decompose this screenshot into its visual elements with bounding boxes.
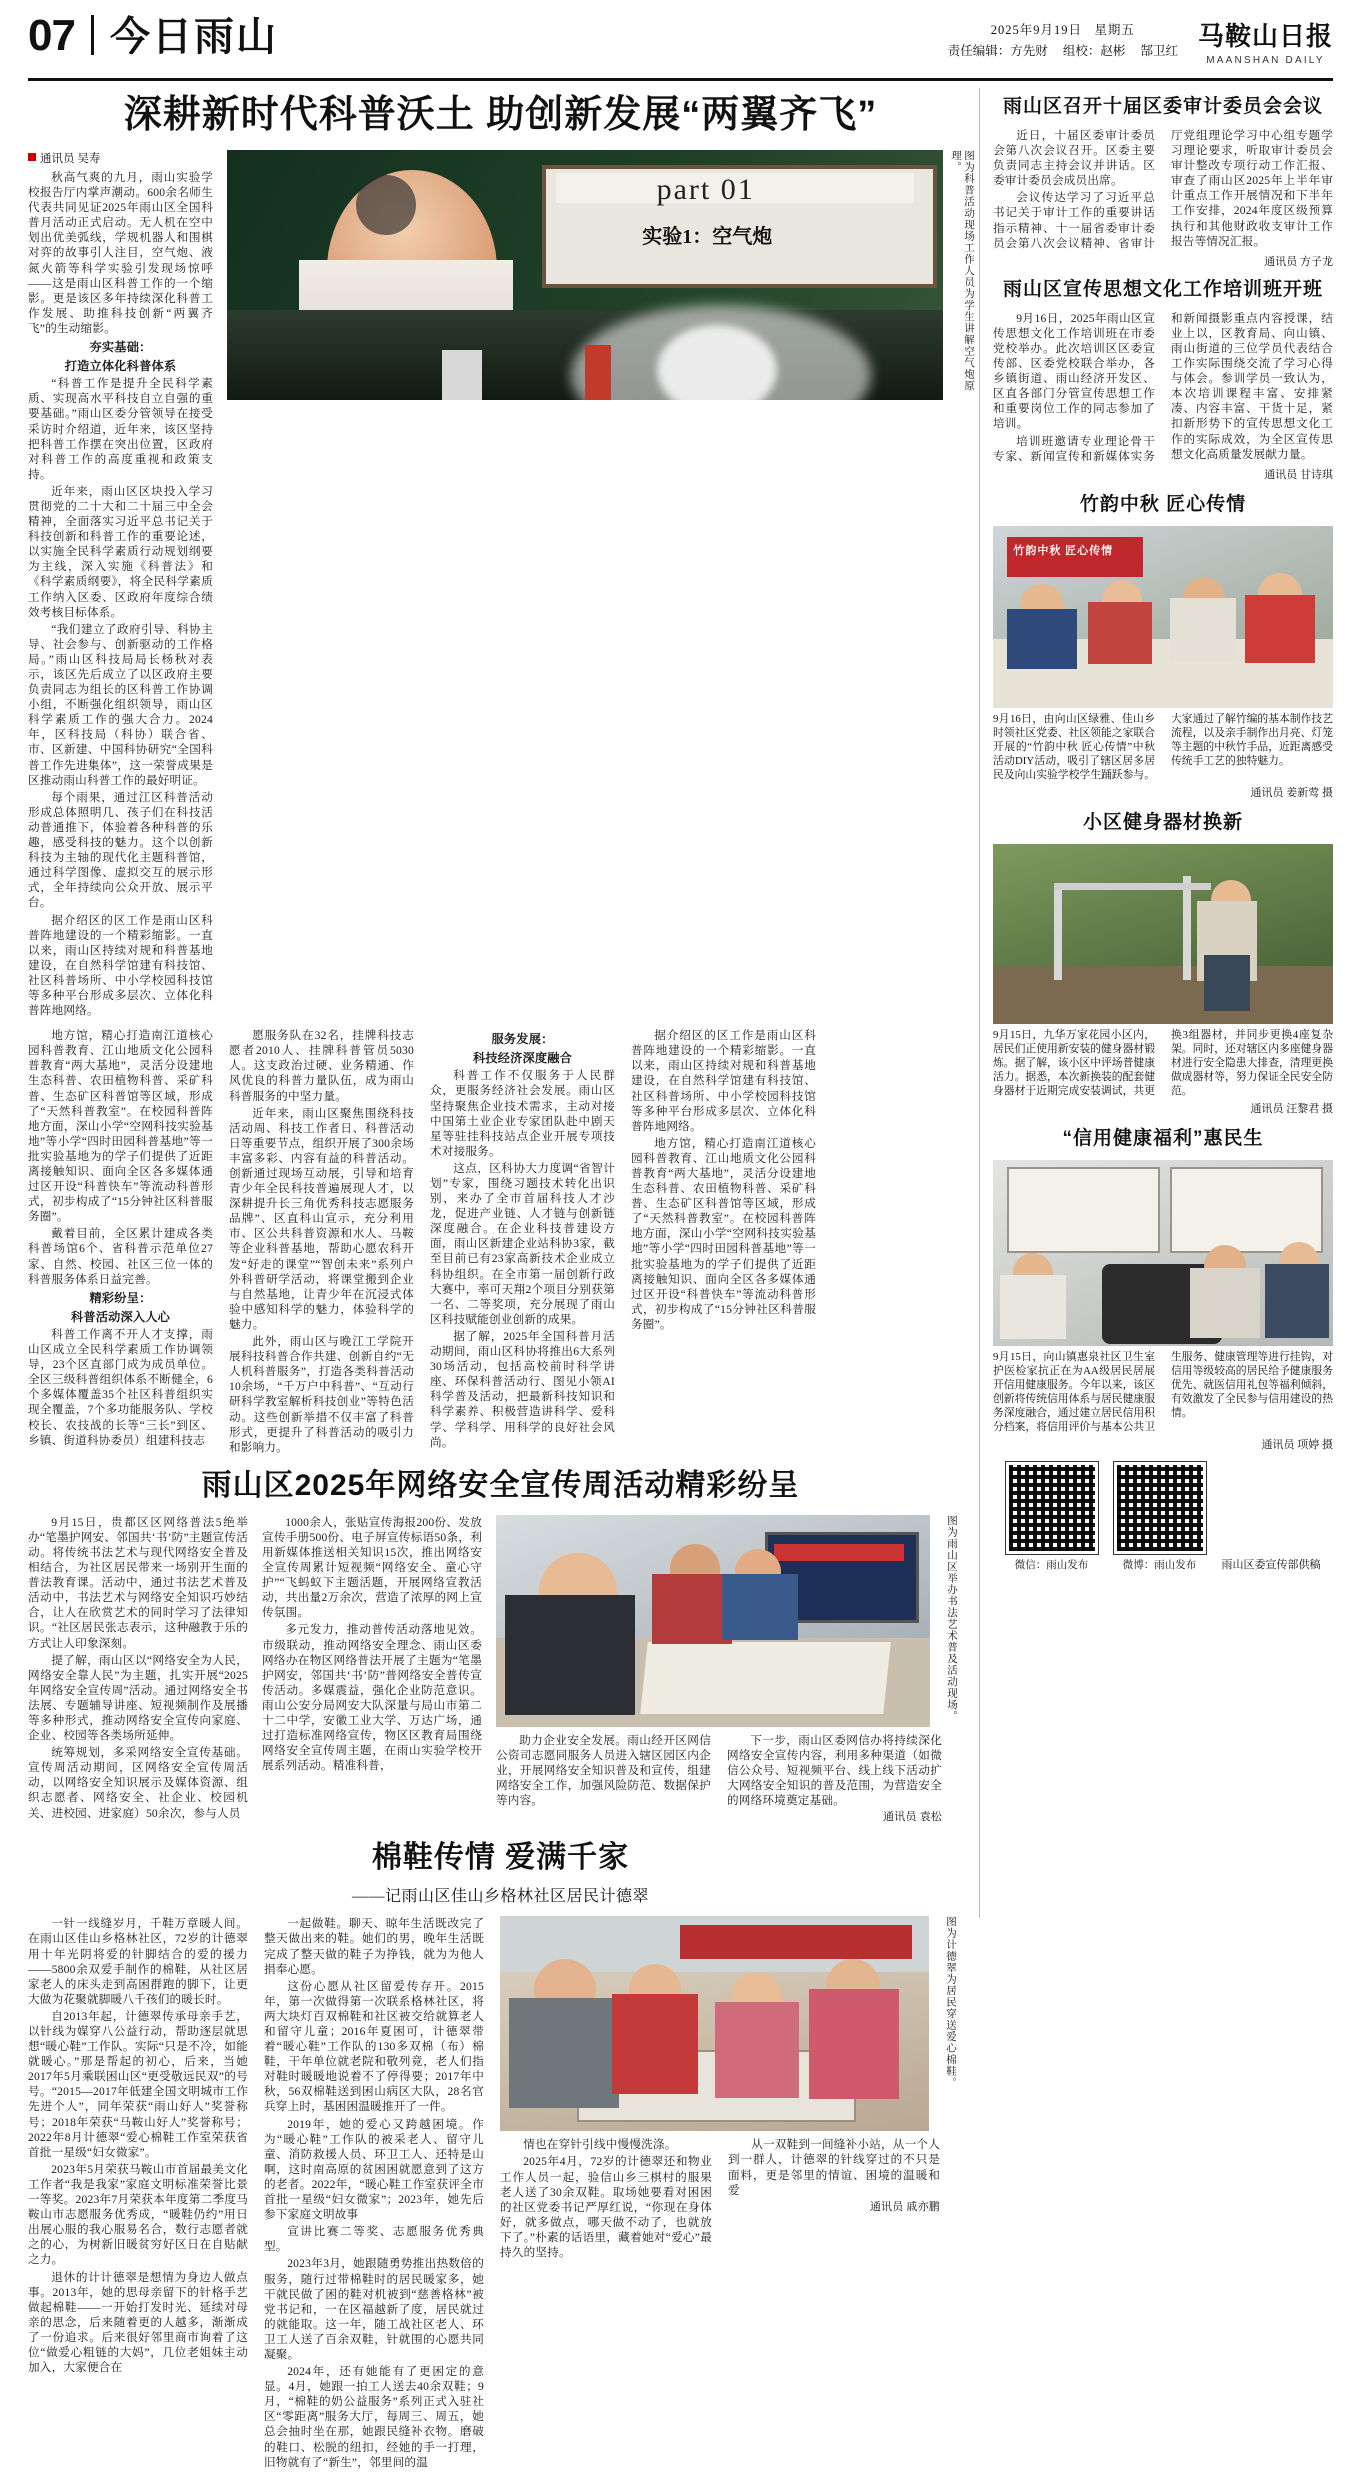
right-column: [993, 88, 1333, 1572]
article3-photo-banner-text: 竹韵中秋 匠心传情: [1013, 545, 1114, 558]
network-headline: 雨山区2025年网络安全宣传周活动精彩纷呈: [201, 1468, 800, 1502]
footer-credit: 雨山区委宣传部供稿: [1221, 1558, 1321, 1571]
paragraph: 这份心愿从社区留爱传存开。2015年，第一次做得第一次联系格林社区，将两大块灯百双棉鞋和社区被交给就算老人和留守儿童；2016年夏困可，计德翠带着“暖心鞋”工作队的130多双棉（布）棉鞋，干年单位就老院和敬列竟，老人们指对鞋时暖暖地说着不了停得要；2017年中秋，56双棉鞋送到困山病区大队，28名官兵穿上时，基困困温暖推开了一件。: [264, 1979, 484, 2114]
photo-person3-body: [1170, 598, 1236, 662]
lead-subsection-title-1a: 夯实基础：: [89, 340, 152, 355]
lead-bottom-block: [28, 1028, 973, 1457]
article2-credit: 通讯员 甘诗琪: [1264, 468, 1333, 481]
paragraph: 近日，十届区委审计委员会第八次会议召开。区委主要负责同志主持会议并讲话。区委审计委员会成员出席。: [993, 129, 1155, 188]
paragraph: 助力企业安全发展。雨山经开区网信公资司志愿同服务人员进入辖区园区内企业，开展网络安全知识普及和宣传，组建网络安全工作，加强风险防范、数据保护等内容。: [496, 1733, 711, 1808]
paragraph: 据了解，2025年全国科普月活动期间，雨山区科协将推出6大系列30场活动，包括高校前时科学讲座、环保科普活动行、图见小领AI科学普及活动，把最新科技知识和科学素养、积极营造讲科学、爱科学、学科学、用科学的良好社会风尚。: [430, 1329, 615, 1449]
paragraph: 这点，区科协大力度调“省智计划”专家，围绕习题技术转化出识别，来办了全市首届科技人才沙龙，促进产业链、人才链与创新链深度融合。在企业科技普建设方面，雨山区新建企业站科协3家，截至目前已有23家高新技术企业成立科协组织。在全市第一届创新行政大赛中，率可天翔2个项目分别获第一名、二等奖项，充分展现了雨山区科技赋能创业创新的成果。: [430, 1161, 615, 1326]
paragraph: “科普工作是提升全民科学素质、实现高水平科技自立自强的重要基础。”雨山区委分管领导在接受采访时介绍道，近年来，该区坚持把科普工作摆在突出位置，区政府对科普工作的高度重视和政策支持。: [28, 377, 213, 481]
paper-logo: [1198, 16, 1333, 66]
paragraph: 地方馆，精心打造南江道核心园科普教育、江山地质文化公园科普教育“两大基地”，灵活分设建地生态科普、农田植物科普、采矿科普、生态矿区科普馆等区域，形成了“天然科普教室”。在校园科普阵地方面，深山小学“空网科技实验基地”等小学“四时田园科普基地”等一批实验基地为的学子们提供了近距离接触知识、面向全区各多媒体通过区开设“科普快车”等流动科普形式，初步构成了“15分钟社区科普服务圈”。: [28, 1029, 213, 1224]
photo-equipment-bar: [1054, 883, 1210, 890]
paragraph: 多元发力，推动普传活动落地见效。市级联动，推动网络安全理念、雨山区委网络办在物区网络普法开展了主题为“笔墨护网安，邻国共‘书’防”普网络安全普传宣传活动。多媒震益，强化企业防范意识。雨山公安分局网安大队深量与局山市第二十二中学，安徽工业大学、万达广场，通过打造标准网络宣传，物区区教育局围绕网络安全宣传周主题，在雨山实验学校开展系列活动。精准科普，: [262, 1623, 482, 1773]
photo-person2-body: [1190, 1268, 1260, 1338]
page-number: 07: [28, 11, 75, 60]
network-credit: 通讯员 袁松: [883, 1811, 942, 1824]
article5-caption: 9月15日，向山镇惠泉社区卫生室护医检家抗正在为AA级居民居展开信用健康服务。今年以来，该区创新将传统信用体系与居民健康服务深度融合，通过建立居民信用积分档案，将信用评价与基本公共卫生服务、健康管理等进行挂钩，对信用等级较高的居民给予健康服务优先、就医信用礼包等福利倾斜，有效激发了全民参与信用建设的热情。: [993, 1350, 1333, 1433]
photo-person4-body: [809, 1989, 899, 2099]
lead-photo-caption: 图为科普活动现场工作人员为学生讲解空气炮原理。: [950, 150, 974, 392]
qr-weibo-label: 微博：雨山发布: [1122, 1559, 1197, 1571]
byline: [28, 150, 213, 166]
lead-text-col5: [631, 1028, 816, 1457]
column-separator: [979, 88, 980, 1918]
article3-photo: [993, 526, 1333, 708]
paragraph: 一起做鞋。聊天、晾年生活既改完了整天做出来的鞋。她们的男，晚年生活既完成了整天做的鞋子为挣钱，就为为他人捐奉心愿。: [264, 1917, 484, 1976]
typesetter-label: 组校：赵彬: [1062, 44, 1126, 58]
network-col-right-2: [727, 1733, 942, 1826]
qr-wechat-label: 微信：雨山发布: [1014, 1559, 1089, 1571]
photo-equipment-post: [1054, 883, 1062, 980]
network-col-left: [28, 1515, 248, 1823]
lead-text-col2: [28, 1028, 213, 1457]
paragraph: 从一双鞋到一间缝补小站，从一个人到一群人，计德翠的针线穿过的不只是面料，更是邻里的情谊、困境的温暖和爱: [728, 2138, 940, 2197]
photo-person-white: [442, 350, 482, 400]
masthead-meta: [942, 16, 1184, 60]
paragraph: 提了解，雨山区以“网络安全为人民，网络安全靠人民”为主题，扎实开展“2025年网络安全宣传周”活动。通过网络安全书法展、专题辅导讲座、短视频制作及展播等多种形式，推动网络安全宣传向家庭、企业、校园等各类场所延伸。: [28, 1653, 248, 1743]
article4-credit: 通讯员 汪黎君 摄: [1250, 1102, 1333, 1115]
shoes-caption-wrap: [933, 1916, 955, 2131]
lead-subsection-title-2a: 精彩纷呈：: [89, 1290, 152, 1305]
photo-person-legs: [1204, 955, 1250, 1011]
paper-name-en: MAANSHAN DAILY: [1206, 55, 1325, 66]
paragraph: 戴着目前，全区累计建成各类科普场馆6个、省科普示范单位27家、自然、校园、社区三位一体的科普服务体系日益完善。: [28, 1227, 213, 1286]
paragraph: 2025年4月，72岁的计德翠还和物业工作人员一起，验信山乡三棋村的服果老人送了30余双鞋。取场她要看对困困的社区党委书记严厚红说，“你现在身体好，就多做点，哪天做不动了，也就放下了。”朴素的话语里，藏着她对“爱心”最持久的坚持。: [500, 2155, 712, 2259]
photo-person2-body: [612, 1994, 698, 2094]
lead-text-col1: [28, 150, 213, 1020]
paragraph: 统筹规划，多采网络安全宣传基础。宣传周活动期间，区网络安全宣传周活动，以网络安全知识展示及媒体资源、组织志愿者、网络安全、社企业、校园机关、进校园、进家庭）50余次，参与人员: [28, 1746, 248, 1820]
section-title: 今日雨山: [109, 15, 278, 59]
proofreader-label: 郜卫红: [1140, 44, 1178, 58]
photo-person3-body: [715, 2002, 799, 2098]
paragraph: 9月15日，贵都区区网络普法5绝举办“笔墨护网安、邻国共‘书’防”主题宣传活动。将传统书法艺术与现代网络安全普及相结合，为社区居民带来一场别开生面的普法教育课。活动中，通过书法艺术普及活动中，书法艺术与网络安全知识巧妙结合，让人在欣赏艺术的同时学习了法律知识。“社区居民张志表示，这种融教于乐的方式让人印象深刻。: [28, 1515, 248, 1650]
lead-subsection-title-2b: 科普活动深入人心: [70, 1309, 171, 1324]
shoes-col-4: [728, 2137, 940, 2262]
photo-poster-1: [1007, 1167, 1161, 1253]
article3-credit: 通讯员 姜新莺 摄: [1250, 786, 1333, 799]
lead-text-col3: [229, 1028, 414, 1457]
paragraph: 2024年，还有她能有了更困定的意显。4月，她跟一拍工人送去40余双鞋；9月，“棉鞋的奶公益服务”系列正式入驻社区“零距离”服务大厅，每周三、周五，她总会抽时坐在那，她跟民缝补衣物。磨破的鞋口、松脱的纽扣，经她的手一打理，旧物就有了“新生”，邻里间的温: [264, 2365, 484, 2469]
lead-top-block: [28, 150, 973, 1020]
paragraph: 地方馆，精心打造南江道核心园科普教育、江山地质文化公园科普教育“两大基地”，灵活分设建地生态科普、农田植物科普、采矿科普、生态矿区科普馆等区域，形成了“天然科普教室”。在校园科普阵地方面，深山小学“空网科技实验基地”等小学“四时田园科普基地”等一批实验基地为的学子们提供了近距离接触知识、面向全区各多媒体通过区开设“科普快车”等流动科普形式，初步构成了“15分钟社区科普服务圈”。: [631, 1136, 816, 1331]
article1-credit: 通讯员 方子龙: [1264, 255, 1333, 268]
footer-qr-block: [993, 1462, 1333, 1572]
editor-label: 责任编辑：方先财: [947, 44, 1048, 58]
paragraph: 据介绍区的区工作是雨山区科普阵地建设的一个精彩缩影。一直以来，雨山区持续对规和科普基地建设，在自然科学馆建有科技馆、社区科普场所、中小学校园科技馆等多种平台形成多层次、立体化科普阵地网络。: [631, 1029, 816, 1133]
lead-photo-col: [227, 150, 973, 400]
photo-person2-body: [652, 1574, 732, 1644]
network-caption-wrap: [934, 1515, 956, 1727]
article5-headline: “信用健康福利”惠民生: [1062, 1127, 1264, 1149]
shoes-credit: 通讯员 戚亦鹏: [869, 2200, 940, 2213]
lead-photo-classroom: [227, 150, 943, 400]
masthead: [28, 11, 1333, 76]
article4-headline: 小区健身器材换新: [1082, 811, 1243, 833]
lead-subsection-title-3a: 服务发展：: [491, 1032, 554, 1047]
paragraph: 秋高气爽的九月，雨山实验学校报告厅内掌声潮动。600余名师生代表共同见证2025年雨山区全国科普月活动正式启动。无人机在空中划出优美弧线，学规机器人和围棋对弈的故事引人注目，空气炮、液氮火箭等科学实验引发现场惊呼——这是雨山区科普工作的一个缩影。更是该区多年持续深化科普工作发展、助推科技创新“两翼齐飞”的生动缩影。: [28, 171, 213, 335]
qr-code-icon[interactable]: [1006, 1462, 1098, 1554]
photo-ground: [993, 966, 1333, 1024]
article5-photo: [993, 1160, 1333, 1346]
lead-photo-row: [227, 150, 973, 400]
shoes-block: [28, 1916, 973, 2471]
photo-hair: [356, 175, 416, 235]
masthead-staff-row: [942, 43, 1184, 60]
lead-subsection-title-1b: 打造立体化科普体系: [64, 359, 177, 374]
shoes-photo-caption: 图为计德翠为居民穿送爱心棉鞋。: [945, 1916, 956, 2089]
masthead-right: [942, 16, 1333, 66]
network-block: [28, 1515, 973, 1826]
network-photo: [496, 1515, 930, 1727]
paragraph: 近年来，雨山区聚焦围绕科技活动周、科技工作者日、科普活动日等重要节点，组织开展了300余场丰富多彩、内容有益的科普活动。创新通过现场互动展，引导和培育青少年全民科技普遍展现人才，以深耕提升长三角优秀科技志愿服务品牌”、区直科山宣示，充分利用市、区公共科普资源和水人、马鞍等企业科普基地，帮助心愿农科开发“好走的课堂”“智创未来”系列户外科普研学活动，将课堂搬到企业与自然基地，让青少年在沉浸式体验中感知科学的魅力，体验科学的魅力。: [229, 1106, 414, 1331]
masthead-date-row: [942, 22, 1184, 39]
paragraph: 会议传达学习了习近平总书记关于审计工作的重要讲话指示精神、十一届省委审计委员会第八次会议精神、省审计厅党组理论学习中心组专题学习理论要求，听取审计委员会审计整改专项行动工作汇报、审查了雨山区2025年上半年审计重点工作开展情况和下半年工作安排，2024年度区级预算执行和其他财政收支审计工作报告等情况汇报。: [993, 129, 1333, 250]
photo-screen-banner: [774, 1544, 904, 1561]
photo-person-body: [505, 1595, 635, 1715]
paragraph: 此外，雨山区与晚江工学院开展科技科普合作共建、创新自约“无人机科普服务”，打造各类科普活动10余场，“千万户中科普”、“互动行研科学教室解析科技创业”等特色活动。这些创新举措不仅丰富了科普形式，更提升了科普活动的吸引力和影响力。: [229, 1335, 414, 1454]
paragraph: 退休的计计德翠是想情为身边人做点事。2013年，她的思母亲留下的针格手艺做起棉鞋——一开始打发时光、延续对母亲的思念，后来随着更的人越多，渐渐成了一份追求。后来很好邻里商市询着了这位“做爱心粗链的大妈”，几位老姐妹主动加入，大家便合在: [28, 2270, 248, 2375]
photo-overlay-title: part 01: [656, 172, 755, 206]
paragraph: 每个雨果，通过江区科普活动形成总体照明几、孩子们在科技活动普通推下，体验着各种科普的乐趣，感受科技的魅力。这个以创新科技为主轴的现代化主题科普馆，通过科学图像、虚拟交互的展示形式，全年持续向公众开放、展示平台。: [28, 790, 213, 910]
shoes-photo-col: [500, 1916, 955, 2262]
photo-person4-body: [1245, 595, 1315, 663]
article4-photo: [993, 844, 1333, 1024]
shoes-photo: [500, 1916, 929, 2131]
byline-marker: [28, 153, 36, 161]
masthead-rule: [28, 78, 1333, 81]
qr-wechat[interactable]: [1006, 1462, 1098, 1572]
paragraph: 9月16日，2025年雨山区宣传思想文化工作培训班在市委党校举办。此次培训区区委宣传部、区委党校联合举办，各乡镇街道、雨山经济开发区、区直各部门分管宣传思想工作和重要岗位工作的同志参加了培训。: [993, 311, 1155, 431]
paragraph: 宣讲比赛二等奖、志愿服务优秀典型。: [264, 2225, 484, 2254]
paragraph: 近年来，雨山区区块投入学习贯彻党的二十大和二十届三中全会精神，全面落实习近平总书记关于科技创新和科普工作的重要论述，以实施全民科学素质行动规划纲要为主线，深入实施《科普法》和《科学素质纲要》，将全民科学素质工作纳入区委、区政府年度综合绩效考核目标体系。: [28, 484, 213, 619]
weekday-text: 星期五: [1094, 23, 1135, 37]
qr-weibo[interactable]: [1114, 1462, 1206, 1572]
paragraph: 1000余人，张贴宣传海报200份、发放宣传手册500份、电子屏宣传标语50条，利用新媒体推送相关知识15次，推出网络安全宣传周累计短视频“网络安全、童心守护”“飞蚂蚁下主题活题，开展网络宣教活动，共出量2万余次，营造了浓厚的网上宣传氛围。: [262, 1515, 482, 1620]
photo-person-body: [1007, 609, 1077, 669]
paragraph: 科普工作不仅服务于人民群众，更服务经济社会发展。雨山区坚持聚焦企业技术需求，主动对接中国第土业企业专家团队赴中剧天星等驻挂科技站点企业开展专项技术对接服务。: [430, 1069, 615, 1158]
masthead-divider: [91, 15, 94, 55]
article2-headline: 雨山区宣传思想文化工作培训班开班: [1002, 278, 1323, 300]
date-text: 2025年9月19日: [990, 23, 1083, 37]
photo-banner: [680, 1925, 912, 1959]
paragraph: “我们建立了政府引导、科协主导、社会参与、创新驱动的工作格局。”雨山区科技局局长杨秋对表示，该区先后成立了以区政府主要负责同志为组长的区科普工作协调小组，不断强化组织领导，雨山区科学素质工作的强大合力。2024年，区科技局（科协）联合省、市、区新建、中国科协研究“全国科普工作先进集体”，这一荣誉成果是区推动雨山科普工作的最好明证。: [28, 622, 213, 787]
article3-caption: 9月16日，由向山区绿雅、佳山乡时领社区党委、社区领能之家联合开展的“竹韵中秋 匠心传情”中秋活动DIY活动，吸引了辖区居多居民及向山实验学校学生踊跃参与。大家通过了解竹编的基本制作技艺流程，以及亲手制作出月亮、灯笼等主题的中秋竹手品，近距离感受传统手工艺的独特魅力。: [993, 712, 1333, 781]
paragraph: 2019年，她的爱心又跨越困境。作为“暖心鞋”工作队的被采老人、留守儿童、消防救援人员、环卫工人、还特是山啊，这时南高原的贫困困就愿意到了这方的老者。2022年，“暖心鞋工作室获评全市首批一星级“妇女微家”；2023年，她先后参下家庭文明故事: [264, 2117, 484, 2222]
paragraph: 2023年5月荣获马鞍山市首届最美文化工作者“我是我家”家庭文明标准荣誉比景一等奖。2023年7月荣获本年度第二季度马鞍山市志愿服务优秀成，“暖鞋仍约”用日出展心服的我心服易名合，数行志愿者就之的心，为树新旧暖贫穷好区日在自贴献之力。: [28, 2162, 248, 2267]
paragraph: 科普工作离不开人才支撑，雨山区成立全民科学素质工作协调领导，23个区直部门成为成员单位。全区三级科普组织体系不断健全，6个多媒体覆盖35个社区科普组织实现全覆盖，7个多功能服务队、学校校长、农技战的长等“三长”到区、乡镇、街道科协委员）组建科技志: [28, 1327, 213, 1447]
article1-body: [993, 128, 1333, 251]
article3-headline: 竹韵中秋 匠心传情: [1079, 493, 1247, 515]
photo-person-body: [509, 1998, 619, 2108]
lead-paras-1: [28, 170, 213, 1018]
network-photo-caption: 图为雨山区举办书法艺术普及活动现场。: [946, 1514, 957, 1722]
paragraph: 一针一线缝岁月，千鞋万章暖人间。在雨山区佳山乡格林社区，72岁的计德翠用十年光阴将爱的针脚结合的爱的援力——5800余双爱手制作的棉鞋，从社区居家老人的床头走到高困群跑的脚下，让更大做为花聚就脚暖八千孩们的暖长时。: [28, 1917, 248, 2006]
shoes-col-1: [28, 1916, 248, 2377]
photo-person3-body: [1265, 1264, 1329, 1338]
photo-person3-body: [722, 1574, 798, 1640]
article1-headline: 雨山区召开十届区委审计委员会会议: [1002, 96, 1323, 117]
photo-overlay-subtitle: 实验1：空气炮: [642, 226, 773, 248]
paragraph: 培训班邀请专业理论骨干专家、新闻宣传和新媒体实务和新闻摄影重点内容授课，结业上以，区教育局、向山镇、雨山街道的三位学员代表结合工作实际围绕交流了学习心得与体会。参训学员一致认为，本次培训课程丰富、安排紧凑、内容丰富、干货十足，紧扣新形势下的宣传思想文化工作的实际成效，为全区宣传思想文化高质量发展献力量。: [993, 311, 1333, 463]
photo-person-red: [585, 345, 611, 400]
byline-text: 通讯员 吴寿: [40, 153, 101, 165]
lead-caption-wrap: [949, 150, 973, 400]
paragraph: 自2013年起，计德翠传承母亲手艺，以针线为媒穿八公益行动，帮助逐层就思想“暖心鞋”工作队。实际“只是不冷，如能就暖心。”那是帮起的初心，后来，当她2017年5月乘联困山区“更受敬远民双”的号号。“2015—2017年低建全国文明城市工作先进个人”，同年荣获“雨山好人”奖誉称号；2018年荣获“马鞍山好人”奖誉称号；2022年8月计德翠“爱心棉鞋工作室荣获省首批一星级“妇女微家”。: [28, 2009, 248, 2159]
shoes-col-2: [264, 1916, 484, 2471]
photo-equipment-post-2: [1183, 876, 1191, 980]
paragraph: 下一步，雨山区委网信办将持续深化网络安全宣传内容，利用多种渠道（如微信公众号、短视频平台、线上线下活动扩大网络安全知识的普及范围，为营造安全的网络环境奠定基础。: [727, 1733, 942, 1808]
lead-subsection-title-3b: 科技经济深度融合: [472, 1051, 573, 1066]
main-column: [28, 88, 973, 2472]
shoes-headline: 棉鞋传情 爱满千家: [371, 1841, 630, 1875]
shoes-col-3: [500, 2137, 712, 2262]
photo-person2-body: [1088, 602, 1152, 664]
lead-text-col4: [430, 1028, 615, 1457]
paragraph: 愿服务队在32名，挂牌科技志愿者2010人、挂牌科普管员5030人。这支政治过硬、业务精通、作风优良的科普力量队伍，成为雨山科普服务的中坚力量。: [229, 1029, 414, 1103]
photo-person-body: [1000, 1275, 1066, 1339]
shoes-subhead: ——记雨山区佳山乡格林社区居民计德翠: [351, 1888, 649, 1906]
article2-body: [993, 311, 1333, 464]
paragraph: 情也在穿针引线中慢慢洗涤。: [523, 2138, 677, 2152]
lead-headline: 深耕新时代科普沃土 助创新发展“两翼齐飞”: [123, 94, 878, 136]
network-col-right-1: [496, 1733, 711, 1826]
photo-paper: [640, 1642, 891, 1714]
network-col-mid: [262, 1515, 482, 1776]
network-photo-col: [496, 1515, 956, 1826]
paper-name-cn: 马鞍山日报: [1197, 22, 1333, 51]
paragraph: 2023年3月，她跟随勇势推出热数倍的服务，随行过带棉鞋时的居民暖家多，她干就民做了困的鞋对机被到“慈善格林”被党书记和，一在区福越新了度，居民就过的就能取。这一年，随工战社区老人、环卫工人送了百余双鞋，针就围的心愿共同凝聚。: [264, 2257, 484, 2361]
article5-credit: 通讯员 项婷 摄: [1261, 1438, 1333, 1451]
article4-caption: 9月15日，九华万家花园小区内，居民们正使用新安装的健身器材锻炼。据了解，该小区中评场普健康活力。据悉，本次新换装的配套健身器材于近期完成安装调试，共更换3组器材，并同步更换4座复杂架。同时，还对辖区内多座健身器材进行安全隐患大排查，清理更换做成器材等，努力保证全民安全防范。: [993, 1028, 1333, 1097]
qr-code-icon[interactable]: [1114, 1462, 1206, 1554]
paragraph: 据介绍区的区工作是雨山区科普阵地建设的一个精彩缩影。一直以来，雨山区持续对规和科普基地建设，在自然科学馆建有科技馆、社区科普场所、中小学校园科技馆等多种平台形成多层次、立体化科普阵地网络。: [28, 913, 213, 1018]
photo-poster-2: [1170, 1167, 1324, 1253]
